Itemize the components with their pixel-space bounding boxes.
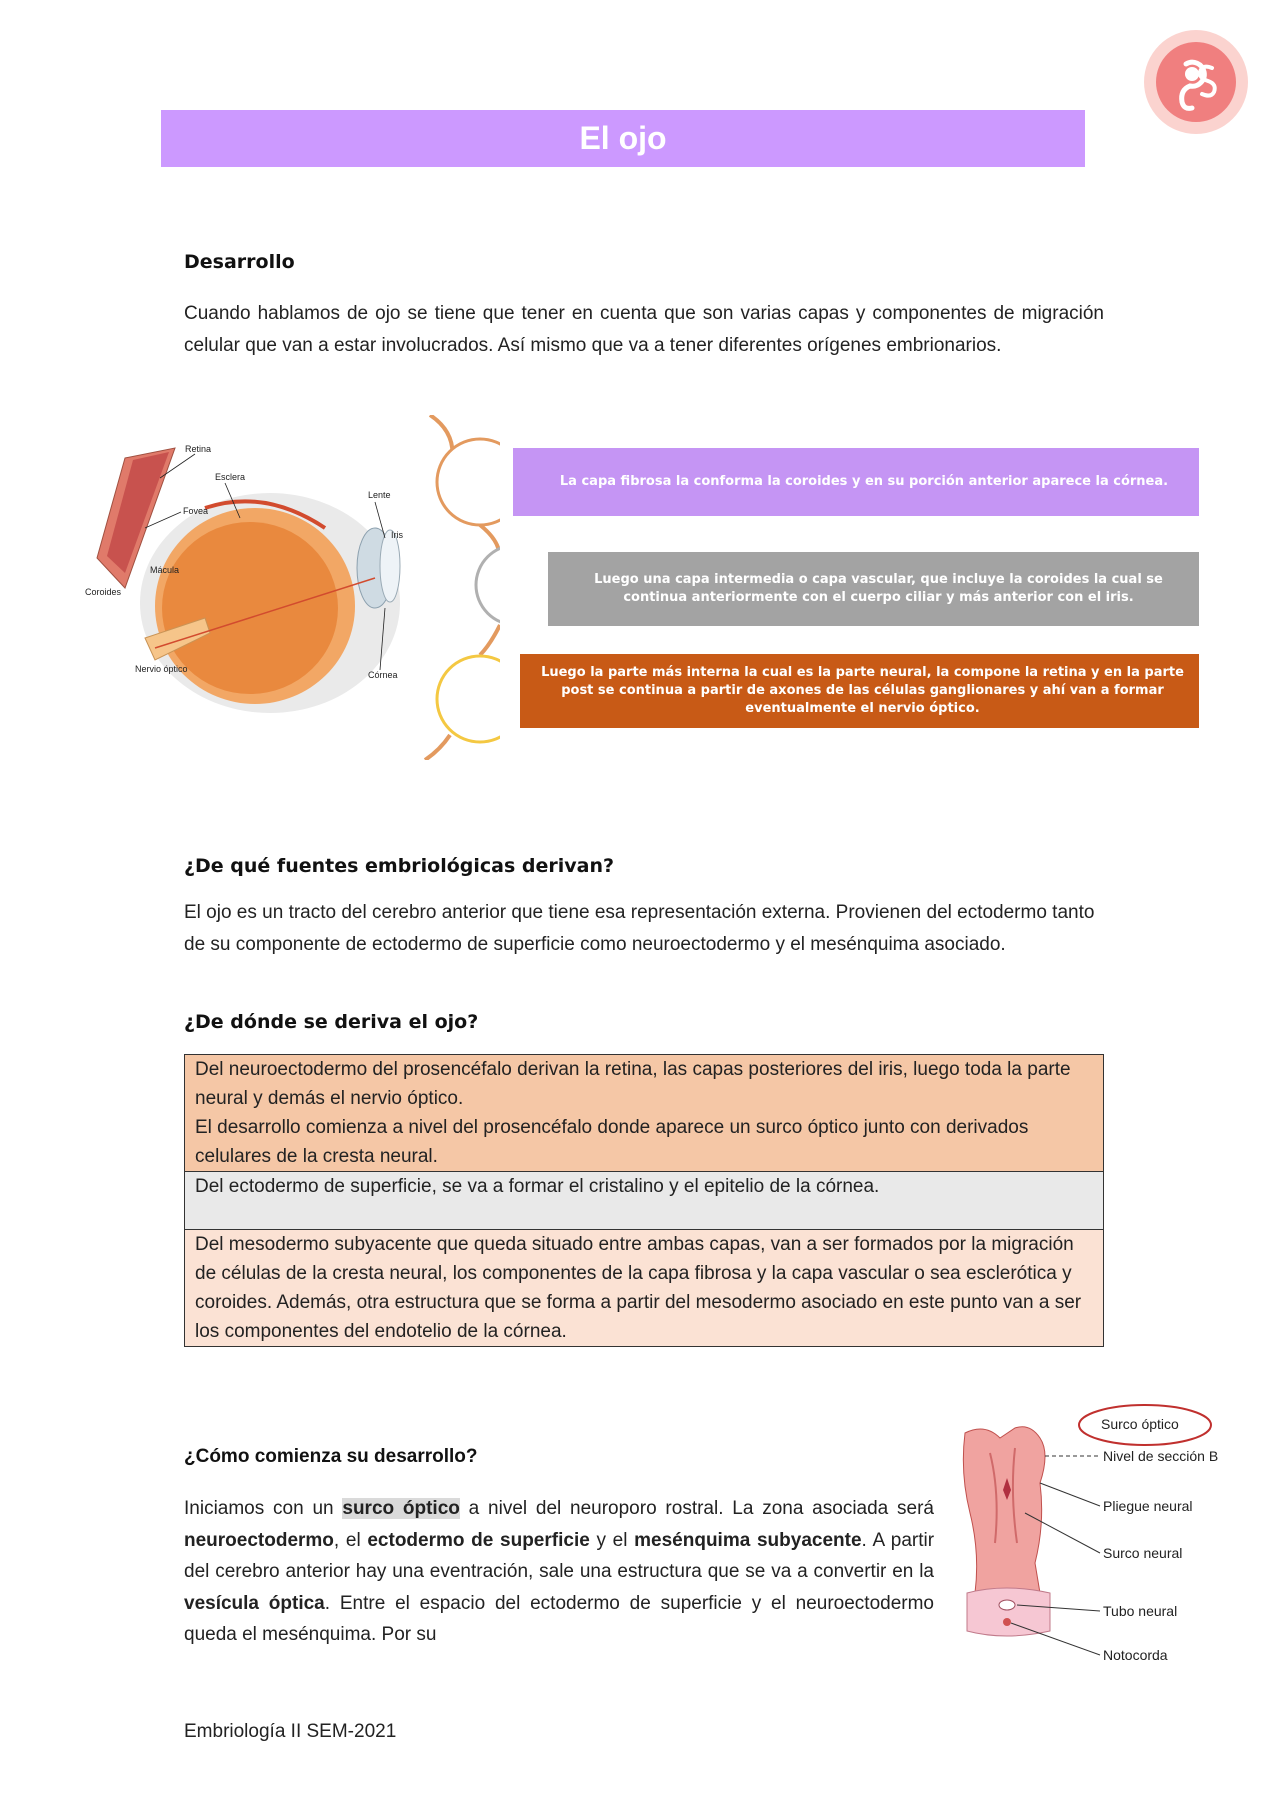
table-cell-mesodermo: Del mesodermo subyacente que queda situado entre ambas capas, van a ser formados por la migración de células de la cresta neural, los componentes de la capa fibrosa y la capa vascular o sea esclerótica y coroides. Además, otra estructura que se forma a partir del mesodermo asociado en este punto van a ser los componentes del endotelio de la córnea. bbox=[185, 1230, 1104, 1347]
layer-fibrosa-box bbox=[513, 448, 1199, 516]
desarrollo-paragraph: Cuando hablamos de ojo se tiene que tener en cuenta que son varias capas y componentes de migración celular que van a estar involucrados. Así mismo que va a tener diferentes orígenes embrionarios. bbox=[184, 303, 1104, 356]
page-footer: Embriología II SEM-2021 bbox=[184, 1721, 397, 1742]
origins-table bbox=[184, 1054, 1104, 1347]
comienza-paragraph bbox=[184, 1493, 934, 1651]
eye-label-cornea: Córnea bbox=[368, 670, 398, 680]
groove-label-notocorda: Notocorda bbox=[1103, 1647, 1168, 1663]
term-mesenquima-subyacente: mesénquima subyacente bbox=[634, 1529, 862, 1551]
section-heading-deriva: ¿De dónde se deriva el ojo? bbox=[184, 1011, 479, 1033]
layer-vascular-box bbox=[548, 552, 1199, 626]
comienza-text-6: . Entre el espacio del ectodermo de superficie y el neuroectodermo queda el mesénquima. Por su bbox=[184, 1592, 935, 1645]
timeline-node-3 bbox=[437, 656, 500, 742]
eye-label-macula: Mácula bbox=[150, 565, 180, 575]
groove-label-nivel-seccion: Nivel de sección B bbox=[1103, 1448, 1219, 1464]
layers-timeline bbox=[420, 415, 500, 760]
eye-anatomy-diagram bbox=[85, 438, 425, 728]
page-title: El ojo bbox=[161, 110, 1085, 167]
timeline-node-1 bbox=[437, 439, 500, 525]
eye-label-nervio-optico: Nervio óptico bbox=[135, 664, 188, 674]
table-cell-neuroectodermo bbox=[185, 1055, 1104, 1172]
groove-label-surco-neural: Surco neural bbox=[1103, 1545, 1183, 1561]
term-neuroectodermo: neuroectodermo bbox=[184, 1529, 334, 1551]
logo-embryo-icon bbox=[1142, 28, 1250, 136]
layer-vascular-text: Luego una capa intermedia o capa vascular, que incluye la coroides la cual se continua anteriormente con el cuerpo ciliar y más anterior con el iris. bbox=[594, 572, 1163, 605]
term-vesicula-optica: vesícula óptica bbox=[184, 1592, 325, 1614]
eye-label-iris: Iris bbox=[391, 530, 403, 540]
comienza-text-3: , el bbox=[333, 1529, 368, 1551]
groove-label-surco-optico: Surco óptico bbox=[1101, 1416, 1179, 1432]
table-row-mesodermo bbox=[185, 1230, 1104, 1347]
comienza-text-5: . A partir del cerebro anterior hay una eventración, sale una estructura que se va a convertir en la bbox=[184, 1529, 935, 1582]
neuro-text-1: Del neuroectodermo del prosencéfalo derivan la retina, las capas posteriores del iris, luego toda la parte neural y demás el nervio óptico. bbox=[195, 1059, 1071, 1109]
neuro-text-2: El desarrollo comienza a nivel del prosencéfalo donde aparece un surco óptico junto con derivados celulares de la cresta neural. bbox=[195, 1117, 1029, 1167]
eye-label-lente: Lente bbox=[368, 490, 391, 500]
eye-label-esclera: Esclera bbox=[215, 472, 246, 482]
optic-groove-diagram bbox=[955, 1393, 1240, 1668]
comienza-text-1: Iniciamos con un bbox=[184, 1498, 343, 1519]
section-heading-comienza: ¿Cómo comienza su desarrollo? bbox=[184, 1446, 478, 1467]
timeline-node-2 bbox=[476, 545, 500, 625]
section-heading-desarrollo: Desarrollo bbox=[184, 251, 295, 273]
layer-fibrosa-text: La capa fibrosa la conforma la coroides y en su porción anterior aparece la córnea. bbox=[559, 474, 1169, 489]
comienza-text-2: a nivel del neuroporo rostral. La zona asociada será bbox=[459, 1498, 934, 1519]
layer-neural-box bbox=[520, 654, 1199, 728]
eye-label-fovea: Fovea bbox=[183, 506, 209, 516]
term-ectodermo-superficie: ectodermo de superficie bbox=[367, 1529, 590, 1551]
term-surco-optico: surco óptico bbox=[342, 1498, 460, 1519]
eye-label-retina: Retina bbox=[185, 444, 212, 454]
groove-label-tubo-neural: Tubo neural bbox=[1103, 1603, 1178, 1619]
layer-neural-text: Luego la parte más interna la cual es la parte neural, la compone la retina y en la parte post se continua a partir de axones de las células ganglionares y ahí van a formar eventualmente el nervio óptico. bbox=[541, 665, 1184, 716]
eye-label-coroides: Coroides bbox=[85, 587, 122, 597]
groove-label-pliegue-neural: Pliegue neural bbox=[1103, 1498, 1193, 1514]
table-row-ectodermo bbox=[185, 1172, 1104, 1230]
table-row-neuroectodermo bbox=[185, 1055, 1104, 1172]
comienza-text-4: y el bbox=[589, 1529, 635, 1551]
section-heading-fuentes: ¿De qué fuentes embriológicas derivan? bbox=[184, 855, 615, 877]
fuentes-paragraph: El ojo es un tracto del cerebro anterior que tiene esa representación externa. Provienen del ectodermo tanto de su componente de ectodermo de superficie como neuroectodermo y el mesénquima asociado. bbox=[184, 902, 1095, 955]
table-cell-ectodermo: Del ectodermo de superficie, se va a formar el cristalino y el epitelio de la córnea. bbox=[185, 1172, 1104, 1230]
